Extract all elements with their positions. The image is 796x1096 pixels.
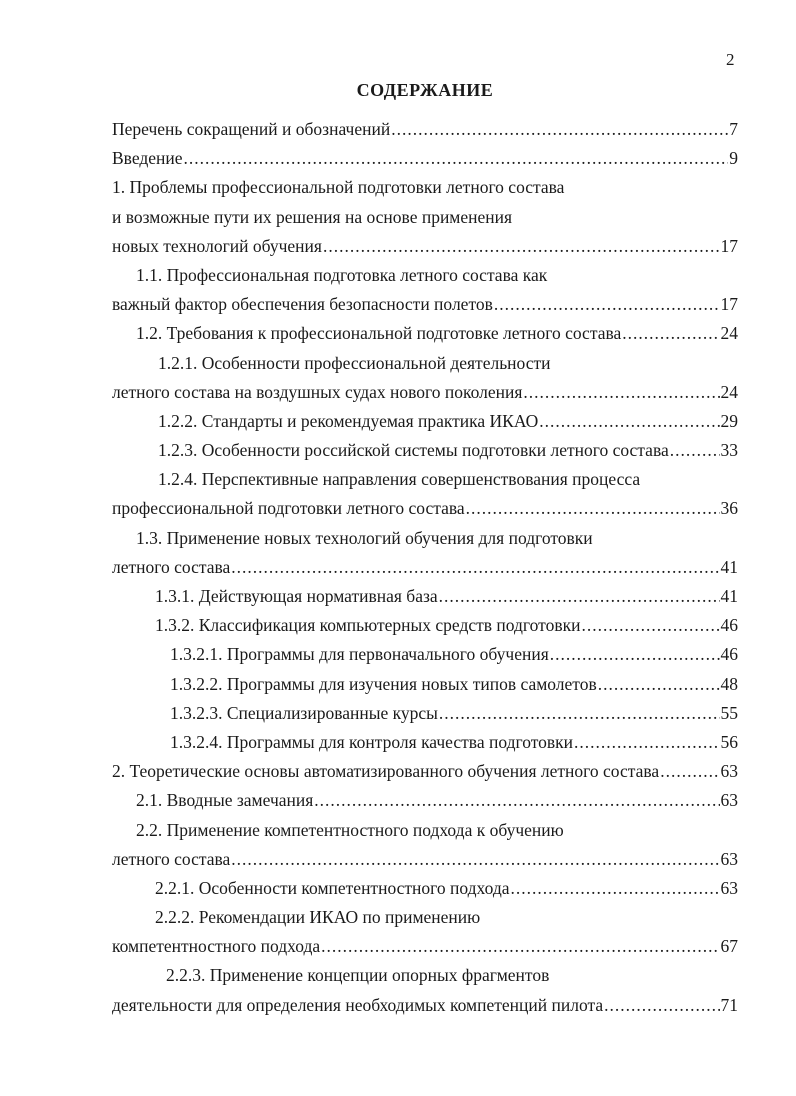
toc-page-number: 41 (720, 556, 738, 577)
toc-leader-dots (539, 407, 719, 436)
toc-page-number: 46 (720, 644, 738, 665)
table-of-contents (112, 115, 738, 1020)
toc-entry (112, 319, 738, 348)
toc-entry (112, 115, 738, 144)
toc-page-number: 24 (720, 323, 738, 344)
toc-leader-dots (670, 436, 720, 465)
toc-entry (112, 553, 738, 582)
toc-page-number: 17 (720, 235, 738, 256)
toc-entry-text: летного состава на воздушных судах нового поколения (112, 381, 523, 402)
toc-entry-text: 1.3.2.1. Программы для первоначального обучения (170, 644, 549, 665)
toc-leader-dots (523, 378, 719, 407)
toc-entry-text: компетентностного подхода (112, 936, 321, 957)
toc-page-number: 29 (720, 410, 738, 431)
toc-entry (112, 144, 738, 173)
toc-leader-dots (622, 319, 719, 348)
toc-leader-dots (466, 494, 720, 523)
toc-entry-line: 2.2.3. Применение концепции опорных фрагментов (166, 965, 550, 986)
toc-entry (112, 290, 738, 319)
toc-page-number: 56 (720, 731, 738, 752)
toc-leader-dots (660, 757, 719, 786)
toc-entry-text: профессиональной подготовки летного состава (112, 498, 465, 519)
toc-entry (112, 728, 738, 757)
toc-entry (112, 407, 738, 436)
toc-entry-line: 1.2.1. Особенности профессиональной деятельности (158, 352, 551, 373)
toc-entry (112, 378, 738, 407)
toc-entry-text: 1.2.3. Особенности российской системы подготовки летного состава (158, 440, 669, 461)
toc-entry-text: 1.3.2.3. Специализированные курсы (170, 702, 438, 723)
toc-entry-line: 1. Проблемы профессиональной подготовки летного состава (112, 177, 565, 198)
toc-page-number: 63 (720, 877, 738, 898)
toc-page-number: 63 (720, 848, 738, 869)
toc-page-number: 71 (720, 994, 738, 1015)
toc-page-number: 48 (720, 673, 738, 694)
toc-leader-dots (550, 640, 720, 669)
toc-page-number: 24 (720, 381, 738, 402)
page-number: 2 (726, 50, 735, 69)
toc-entry (112, 436, 738, 465)
toc-leader-dots (231, 553, 719, 582)
toc-entry (112, 670, 738, 699)
toc-leader-dots (598, 670, 720, 699)
page-title: СОДЕРЖАНИЕ (356, 80, 494, 100)
toc-entry-text: 1.2. Требования к профессиональной подготовке летного состава (136, 323, 622, 344)
toc-entry-text: новых технологий обучения (112, 235, 322, 256)
toc-entry-text: 1.3.2.4. Программы для контроля качества подготовки (170, 731, 574, 752)
toc-leader-dots (604, 991, 719, 1020)
toc-entry-line: 2.2. Применение компетентностного подхода к обучению (136, 819, 564, 840)
toc-entry-line: 1.2.4. Перспективные направления совершенствования процесса (158, 469, 641, 490)
toc-entry (112, 991, 738, 1020)
toc-page-number: 36 (720, 498, 738, 519)
toc-leader-dots (314, 786, 719, 815)
toc-entry (112, 699, 738, 728)
toc-entry (112, 582, 738, 611)
toc-entry (112, 757, 738, 786)
toc-entry-text: деятельности для определения необходимых компетенций пилота (112, 994, 604, 1015)
toc-leader-dots (439, 582, 720, 611)
toc-leader-dots (231, 845, 719, 874)
toc-page-number: 63 (720, 761, 738, 782)
toc-leader-dots (494, 290, 720, 319)
toc-entry-text: Перечень сокращений и обозначений (112, 119, 391, 139)
toc-leader-dots (391, 115, 728, 144)
toc-entry-text: 2.1. Вводные замечания (136, 790, 314, 811)
toc-page-number: 63 (720, 790, 738, 811)
toc-entry (112, 640, 738, 669)
toc-leader-dots (574, 728, 719, 757)
toc-entry (112, 494, 738, 523)
toc-page-number: 41 (720, 586, 738, 606)
toc-entry-text: Введение (112, 148, 183, 169)
toc-entry-text: летного состава (112, 848, 231, 869)
toc-page-number: 17 (720, 294, 738, 315)
toc-entry-line: и возможные пути их решения на основе применения (112, 206, 513, 227)
toc-entry-line: 1.1. Профессиональная подготовка летного состава как (136, 264, 548, 285)
toc-entry (112, 786, 738, 815)
toc-entry (112, 874, 738, 903)
toc-leader-dots (581, 611, 719, 640)
toc-entry-text: летного состава (112, 556, 231, 577)
toc-leader-dots (321, 932, 719, 961)
toc-page-number: 67 (720, 936, 738, 957)
toc-entry (112, 932, 738, 961)
toc-entry-line: 1.3. Применение новых технологий обучения для подготовки (136, 527, 593, 548)
toc-leader-dots (323, 232, 720, 261)
toc-leader-dots (439, 699, 720, 728)
toc-entry-text: 1.2.2. Стандарты и рекомендуемая практика ИКАО (158, 410, 539, 431)
toc-entry-line: 2.2.2. Рекомендации ИКАО по применению (155, 907, 481, 928)
toc-entry-text: 1.3.1. Действующая нормативная база (155, 586, 438, 606)
toc-page-number: 7 (729, 119, 738, 139)
toc-page-number: 9 (729, 148, 738, 169)
toc-entry-text: 2.2.1. Особенности компетентностного подхода (155, 877, 510, 898)
toc-entry (112, 611, 738, 640)
toc-entry (112, 845, 738, 874)
toc-entry-text: важный фактор обеспечения безопасности полетов (112, 294, 493, 315)
toc-page-number: 55 (720, 702, 738, 723)
toc-leader-dots (184, 144, 729, 173)
toc-page-number: 33 (720, 440, 738, 461)
toc-entry-text: 1.3.2. Классификация компьютерных средств подготовки (155, 615, 581, 636)
toc-entry (112, 232, 738, 261)
toc-entry-text: 2. Теоретические основы автоматизированного обучения летного состава (112, 761, 660, 782)
toc-entry-text: 1.3.2.2. Программы для изучения новых типов самолетов (170, 673, 597, 694)
toc-leader-dots (511, 874, 720, 903)
toc-page-number: 46 (720, 615, 738, 636)
